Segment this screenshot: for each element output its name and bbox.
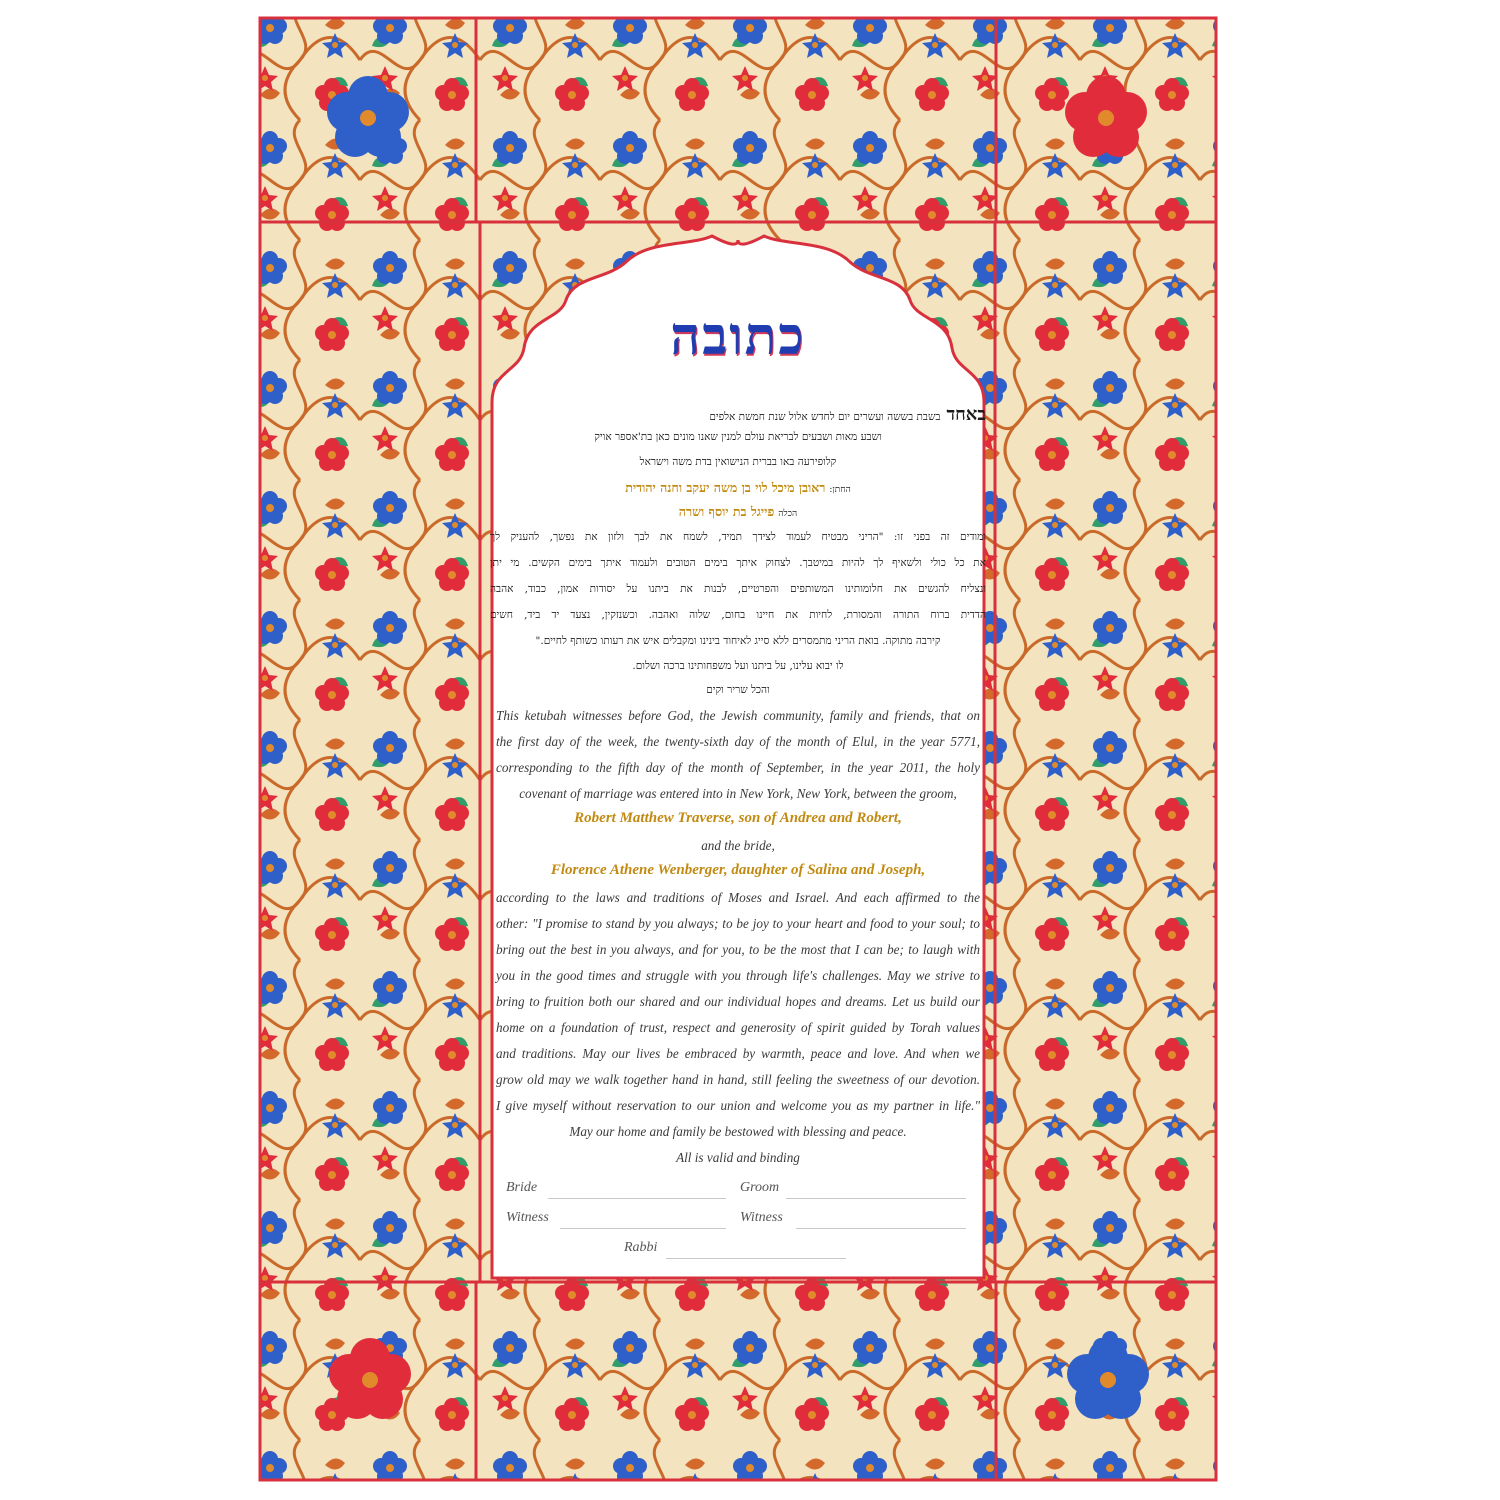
hebrew-bride-line [490,504,986,520]
english-vow-line: other: "I promise to stand by you always; to be joy to your heart and food to your soul; to [496,916,980,931]
hebrew-bride-prefix: הכלה [778,509,798,519]
hebrew-line-1-rest: בשבת בששה ועשרים יום לחדש אלול שנת חמשת אלפים [709,411,941,423]
hebrew-line-1 [490,404,986,425]
english-vow-line: home on a foundation of trust, respect and generosity of spirit guided by Torah values [496,1020,980,1035]
hebrew-vow-line: ומודים זה בפני זו: "הריני מבטיח לעמוד לצידך תמיד, לשמח את לבך ולזון את נפשך, להעניק לך [490,531,986,543]
hebrew-bride-name: פייגל בת יוסף ושרה [678,504,775,519]
bride-signature-label: Bride [506,1180,538,1195]
english-vow-line: you in the good times and struggle with you through life's challenges. May we strive to [496,968,980,983]
hebrew-groom-name: ראובן מיכל לוי בן משה יעקב וחנה יהודית [625,480,826,495]
english-vow-line: bring to fruition both our shared and our individual hopes and dreams. Let us build our [496,994,980,1009]
english-bride-name: Florence Athene Wenberger, daughter of Salina and Joseph, [550,862,926,878]
witness-right-label: Witness [740,1210,783,1225]
english-intro-line: covenant of marriage was entered into in New York, New York, between the groom, [519,786,957,801]
hebrew-line-2: ושבע מאות ושבעים לבריאת עולם למנין שאנו מונים כאן בת'אספר אויק [594,431,882,443]
rabbi-signature-line[interactable] [666,1258,846,1259]
ketubah-title: כתובה [670,306,806,367]
english-and-bride: and the bride, [701,838,775,853]
english-vow-line: and traditions. May our lives be embraced by warmth, peace and love. And when we [496,1046,980,1061]
english-vow-line: according to the laws and traditions of Moses and Israel. And each affirmed to the [496,890,980,905]
rabbi-signature-label: Rabbi [624,1240,658,1255]
hebrew-vow-line: הדדית ברוח התורה והמסורת, לחיות את חיינו בחום, שלוה ואהבה. וכשנזקין, נצעד יד ביד, חשים [490,609,986,621]
groom-signature-line[interactable] [786,1198,966,1199]
english-intro-line: This ketubah witnesses before God, the Jewish community, family and friends, that on [496,708,980,723]
english-blessing: May our home and family be bestowed with blessing and peace. [569,1124,907,1139]
hebrew-closing-line: והכל שריר וקים [706,684,770,696]
english-groom-name: Robert Matthew Traverse, son of Andrea and Robert, [574,810,902,826]
english-closing: All is valid and binding [676,1150,800,1165]
hebrew-vow-line: קירבה מתוקה. בואת הריני מתמסרים ללא סייג לאיחוד בינינו ומקבלים איש את רעותו כשותף לחיים." [535,635,941,647]
hebrew-groom-prefix: החתן: [829,485,851,495]
groom-signature-label: Groom [740,1180,780,1195]
hebrew-line-3: קלופירעה באו בברית הנישואין בדת משה וישראל [639,456,837,468]
english-intro-line: the first day of the week, the twenty-sixth day of the month of Elul, in the year 5771, [496,734,980,749]
english-vow-line: bring out the best in you always, and for you, to be the most that I can be; to laugh with [496,942,980,957]
hebrew-groom-line [490,480,986,496]
hebrew-opening-word: באחד [946,404,986,425]
bride-signature-line[interactable] [548,1198,726,1199]
english-intro-line: corresponding to the fifth day of the month of September, in the year 2011, the holy [496,760,980,775]
english-vow-line: grow old may we walk together hand in hand, still feeling the sweetness of our devotion. [496,1072,980,1087]
witness-left-label: Witness [506,1210,549,1225]
hebrew-vow-line: ונצליח להגשים את חלומותינו המשותפים והפרטיים, לבנות את ביתנו על יסודות אמון, כבוד, אהבה [490,583,986,595]
ketubah-text-panel [486,226,990,1280]
witness-left-signature-line[interactable] [560,1228,726,1229]
hebrew-vow-line: את כל כולי ולשאיף לך להיות במיטבך. לצחוק איתך בימים הטובים ולעמוד איתך בימים הקשים. מי יתן [490,557,986,569]
witness-right-signature-line[interactable] [796,1228,966,1229]
hebrew-vow-line: לו יבוא עלינו, על ביתנו ועל משפחותינו ברכה ושלום. [632,660,844,672]
english-vow-line: I give myself without reservation to our union and welcome you as my partner in life." [496,1098,980,1113]
